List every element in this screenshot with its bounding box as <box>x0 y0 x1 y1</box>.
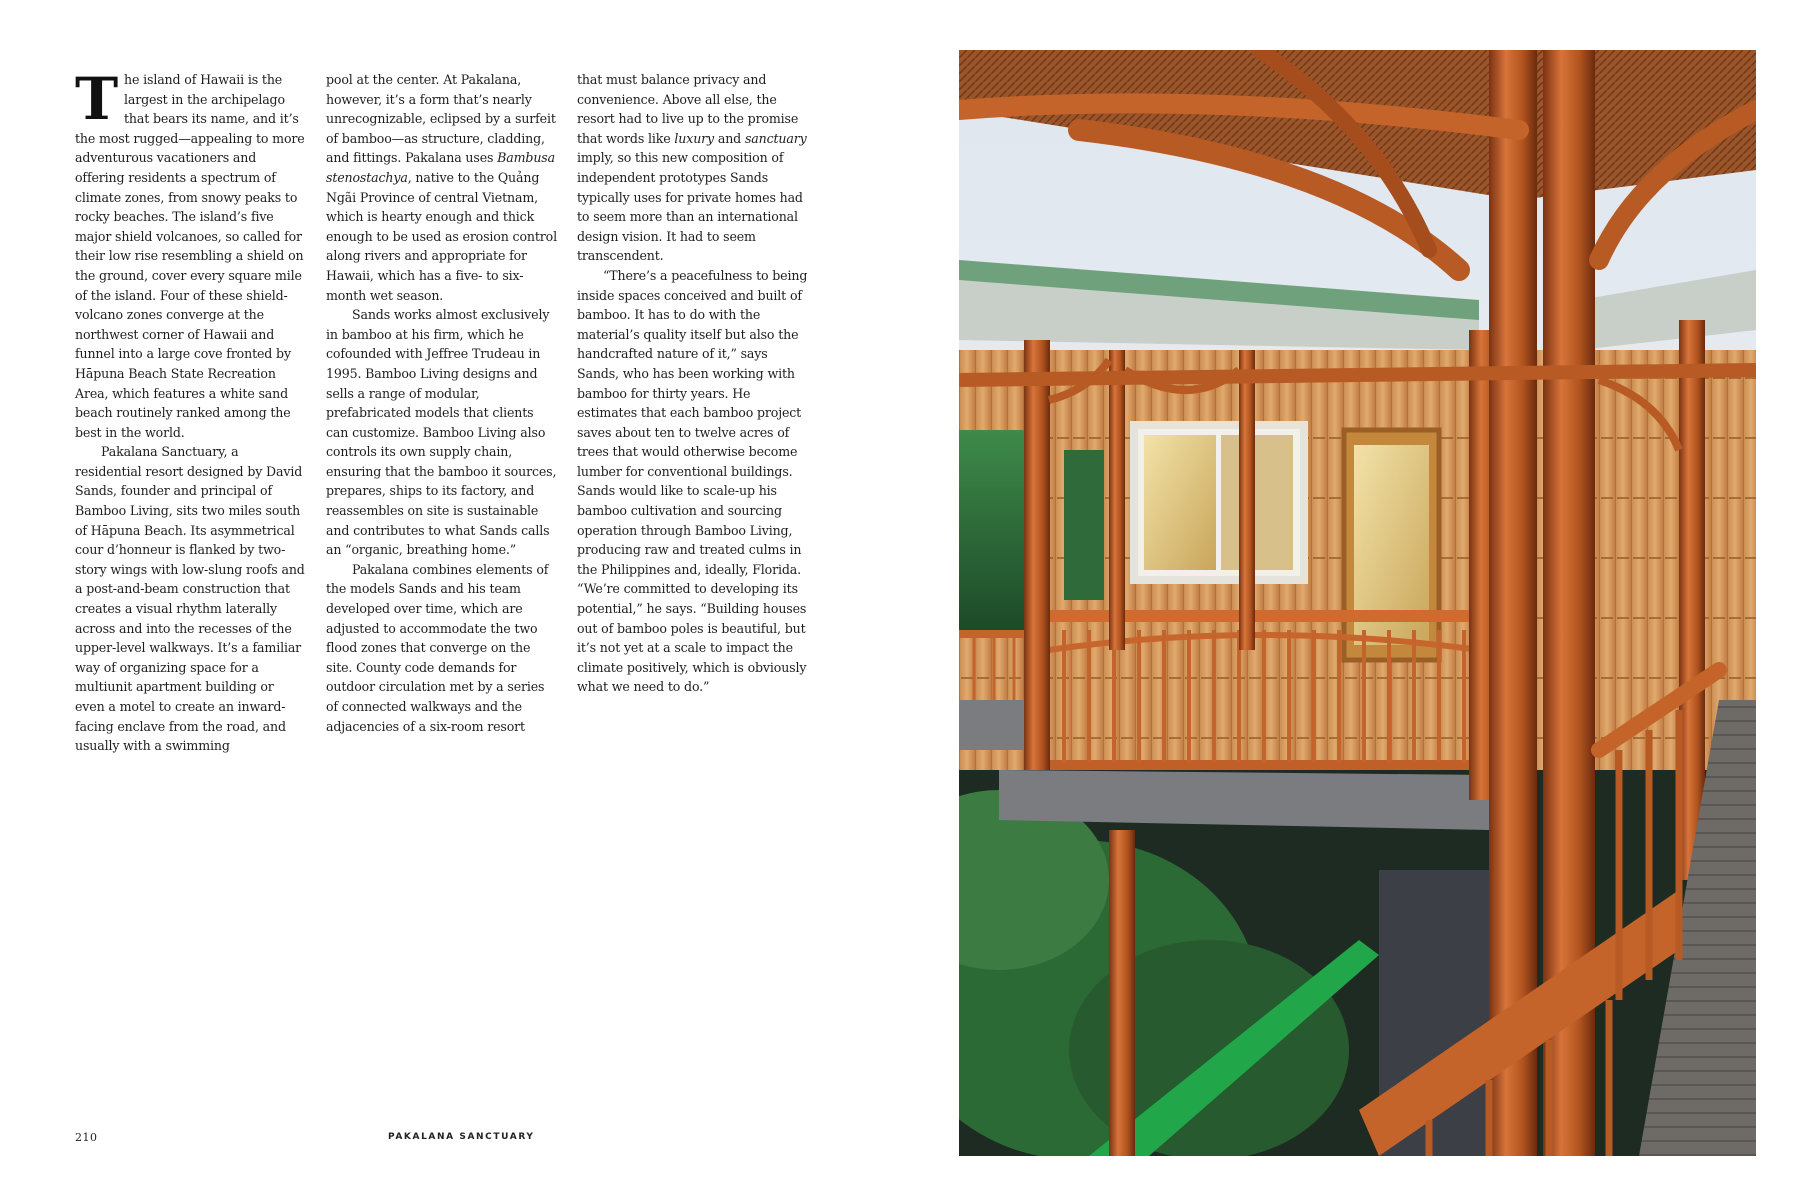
paragraph: Sands works almost exclusively in bamboo at his firm, which he cofounded with Jeffree Trudeau in 1995. Bamboo Living designs and sells a range of modular, prefabricated models that clients can customize. Bamboo Living also controls its own supply chain, ensuring that the bamboo it sources, prepares, ships to its factory, and reassembles on site is sustainable and contributes to what Sands calls an “organic, breathing home.” <box>326 307 557 558</box>
paragraph: The island of Hawaii is the largest in the archipelago that bears its name, and it’s the most rugged—appealing to more adventurous vacationers and offering residents a spectrum of climate zones, from snowy peaks to rocky beaches. The island’s five major shield volcanoes, so called for their low rise resembling a shield on the ground, cover every square mile of the island. Four of these shield-volcano zones converge at the northwest corner of Hawaii and funnel into a large cove fronted by Hāpuna Beach State Recreation Area, which features a white sand beach routinely ranked among the best in the world. <box>75 65 305 440</box>
text-column-3 <box>577 70 809 697</box>
paragraph: pool at the center. At Pakalana, however, it’s a form that’s nearly unrecognizable, eclipsed by a surfeit of bamboo—as structure, cladding, and fittings. Pakalana uses Bambusa stenostachya, native to the Quảng Ngãi Province of central Vietnam, which is hearty enough and thick enough to be used as erosion control along rivers and appropriate for Hawaii, which has a five- to six-month wet season. <box>326 72 557 303</box>
paragraph: “There’s a peacefulness to being inside spaces conceived and built of bamboo. It has to do with the material’s quality itself but also the handcrafted nature of it,” says Sands, who has been working with bamboo for thirty years. He estimates that each bamboo project saves about ten to twelve acres of trees that would otherwise become lumber for conventional buildings. Sands would like to scale-up his bamboo cultivation and sourcing operation through Bamboo Living, producing raw and treated culms in the Philippines and, ideally, Florida. “We’re committed to developing its potential,” he says. “Building houses out of bamboo poles is beautiful, but it’s not yet at a scale to impact the climate positively, which is obviously what we need to do.” <box>577 267 808 695</box>
drop-cap: T <box>75 65 119 133</box>
paragraph: Pakalana Sanctuary, a residential resort designed by David Sands, founder and principal of Bamboo Living, sits two miles south of Hāpuna Beach. Its asymmetrical cour d’honneur is flanked by two-story wings with low-slung roofs and a post-and-beam construction that creates a visual rhythm laterally across and into the recesses of the upper-level walkways. It’s a familiar way of organizing space for a multiunit apartment building or even a motel to create an inward-facing enclave from the road, and usually with a swimming <box>75 444 305 754</box>
text-column-1 <box>75 65 307 756</box>
italic-species-name: Bambusa stenostachya <box>326 150 555 185</box>
page-number: 210 <box>75 1131 98 1144</box>
paragraph: Pakalana combines elements of the models Sands and his team developed over time, which are adjusted to accommodate the two flood zones that converge on the site. County code demands for outdoor circulation met by a series of connected walkways and the adjacencies of a six-room resort <box>326 561 549 734</box>
running-head: PAKALANA SANCTUARY <box>388 1132 535 1142</box>
text-column-2 <box>326 70 558 736</box>
paragraph: that must balance privacy and convenience. Above all else, the resort had to live up to the promise that words like luxury and sanctuary imply, so this new composition of independent prototypes Sands typically uses for private homes had to seem more than an international design vision. It had to seem transcendent. <box>577 72 807 264</box>
bamboo-veranda-photo <box>959 50 1756 1156</box>
